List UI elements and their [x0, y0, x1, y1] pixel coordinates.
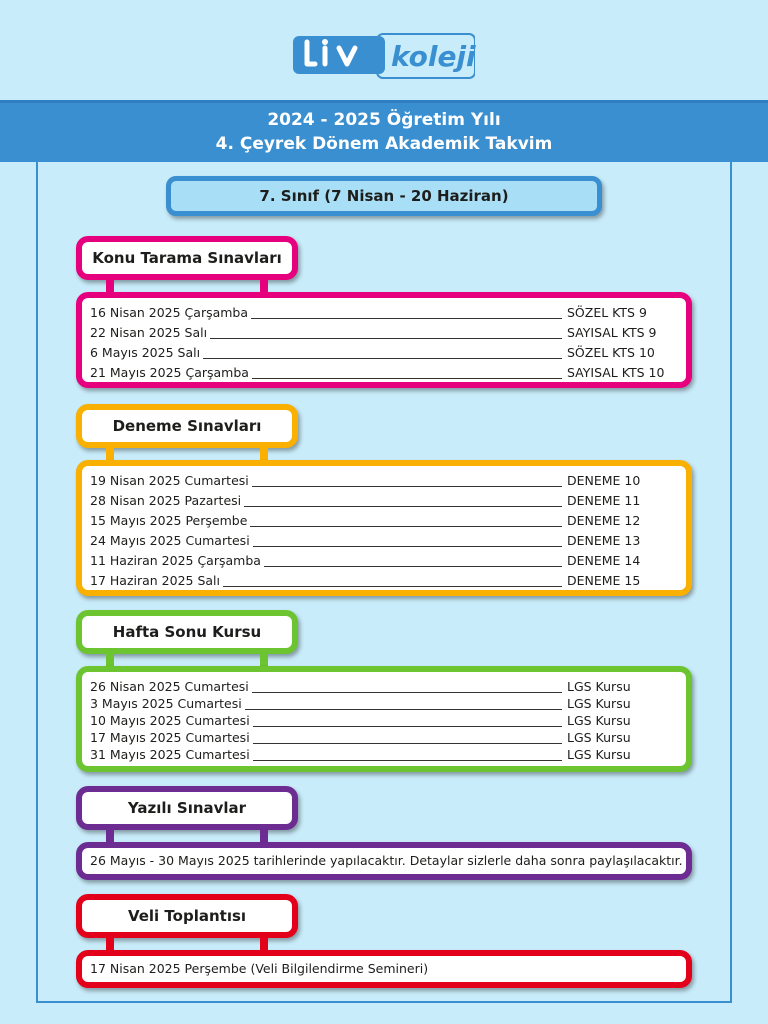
- list-row: [90, 552, 676, 570]
- dotted-leader-line: [264, 566, 562, 567]
- row-date: 17 Haziran 2025 Salı: [90, 572, 223, 590]
- dotted-leader-line: [253, 726, 562, 727]
- konu-list: [76, 292, 692, 388]
- dotted-leader-line: [253, 743, 562, 744]
- dotted-leader-line: [251, 318, 562, 319]
- connector: [106, 448, 114, 460]
- list-row: [90, 712, 676, 730]
- list-row: [90, 729, 676, 747]
- row-event: LGS Kursu: [567, 679, 631, 694]
- deneme-list: [76, 460, 692, 596]
- dotted-leader-line: [252, 486, 562, 487]
- row-event: LGS Kursu: [567, 747, 631, 762]
- dotted-leader-line: [252, 692, 562, 693]
- connector: [106, 830, 114, 842]
- dotted-leader-line: [244, 506, 562, 507]
- list-row: [90, 746, 676, 764]
- veli-box: [76, 950, 692, 988]
- connector: [260, 654, 268, 666]
- yazili-box: [76, 842, 692, 880]
- hafta-list: [76, 666, 692, 772]
- logo-text: koleji: [391, 40, 476, 73]
- row-date: 19 Nisan 2025 Cumartesi: [90, 472, 252, 490]
- list-row: [90, 492, 676, 510]
- dotted-leader-line: [250, 526, 562, 527]
- list-row: [90, 304, 676, 322]
- row-event: LGS Kursu: [567, 713, 631, 728]
- row-event: LGS Kursu: [567, 696, 631, 711]
- connector: [106, 654, 114, 666]
- row-event: DENEME 14: [567, 553, 641, 568]
- header-banner: [0, 100, 768, 162]
- row-event: DENEME 13: [567, 533, 641, 548]
- dotted-leader-line: [245, 709, 562, 710]
- connector: [106, 938, 114, 950]
- list-row: [90, 512, 676, 530]
- veli-section-title: Veli Toplantısı: [76, 894, 298, 938]
- row-date: 17 Mayıs 2025 Cumartesi: [90, 729, 253, 747]
- row-event: LGS Kursu: [567, 730, 631, 745]
- row-date: 6 Mayıs 2025 Salı: [90, 344, 203, 362]
- row-date: 22 Nisan 2025 Salı: [90, 324, 210, 342]
- connector: [260, 938, 268, 950]
- row-date: 16 Nisan 2025 Çarşamba: [90, 304, 251, 322]
- row-date: 31 Mayıs 2025 Cumartesi: [90, 746, 253, 764]
- grade-title: 7. Sınıf (7 Nisan - 20 Haziran): [166, 176, 602, 216]
- row-date: 26 Nisan 2025 Cumartesi: [90, 678, 252, 696]
- row-date: 3 Mayıs 2025 Cumartesi: [90, 695, 245, 713]
- school-logo: [293, 30, 475, 80]
- dotted-leader-line: [203, 358, 562, 359]
- list-row: [90, 572, 676, 590]
- yazili-section-title: Yazılı Sınavlar: [76, 786, 298, 830]
- dotted-leader-line: [210, 338, 562, 339]
- konu-section-title: Konu Tarama Sınavları: [76, 236, 298, 280]
- row-event: SÖZEL KTS 9: [567, 305, 647, 320]
- row-event: DENEME 15: [567, 573, 641, 588]
- deneme-section-title: Deneme Sınavları: [76, 404, 298, 448]
- row-date: 21 Mayıs 2025 Çarşamba: [90, 364, 252, 382]
- dotted-leader-line: [223, 586, 562, 587]
- row-event: DENEME 10: [567, 473, 641, 488]
- connector: [260, 448, 268, 460]
- row-date: 24 Mayıs 2025 Cumartesi: [90, 532, 253, 550]
- list-row: [90, 532, 676, 550]
- list-row: [90, 695, 676, 713]
- row-event: DENEME 11: [567, 493, 641, 508]
- dotted-leader-line: [252, 378, 562, 379]
- row-date: 11 Haziran 2025 Çarşamba: [90, 552, 264, 570]
- dotted-leader-line: [253, 760, 562, 761]
- connector: [106, 280, 114, 292]
- row-event: SAYISAL KTS 9: [567, 325, 657, 340]
- header-title: 2024 - 2025 Öğretim Yılı: [267, 110, 501, 130]
- veli-note: 17 Nisan 2025 Perşembe (Veli Bilgilendirme Semineri): [90, 961, 429, 976]
- row-date: 15 Mayıs 2025 Perşembe: [90, 512, 250, 530]
- row-event: SAYISAL KTS 10: [567, 365, 665, 380]
- connector: [260, 280, 268, 292]
- hafta-section-title: Hafta Sonu Kursu: [76, 610, 298, 654]
- row-event: SÖZEL KTS 10: [567, 345, 655, 360]
- list-row: [90, 364, 676, 382]
- yazili-note: 26 Mayıs - 30 Mayıs 2025 tarihlerinde yapılacaktır. Detaylar sizlerle daha sonra paylaşılacaktır.: [90, 853, 683, 868]
- list-row: [90, 324, 676, 342]
- row-date: 28 Nisan 2025 Pazartesi: [90, 492, 244, 510]
- row-date: 10 Mayıs 2025 Cumartesi: [90, 712, 253, 730]
- list-row: [90, 472, 676, 490]
- dotted-leader-line: [253, 546, 562, 547]
- row-event: DENEME 12: [567, 513, 641, 528]
- connector: [260, 830, 268, 842]
- list-row: [90, 344, 676, 362]
- list-row: [90, 678, 676, 696]
- header-subtitle: 4. Çeyrek Dönem Akademik Takvim: [215, 134, 553, 154]
